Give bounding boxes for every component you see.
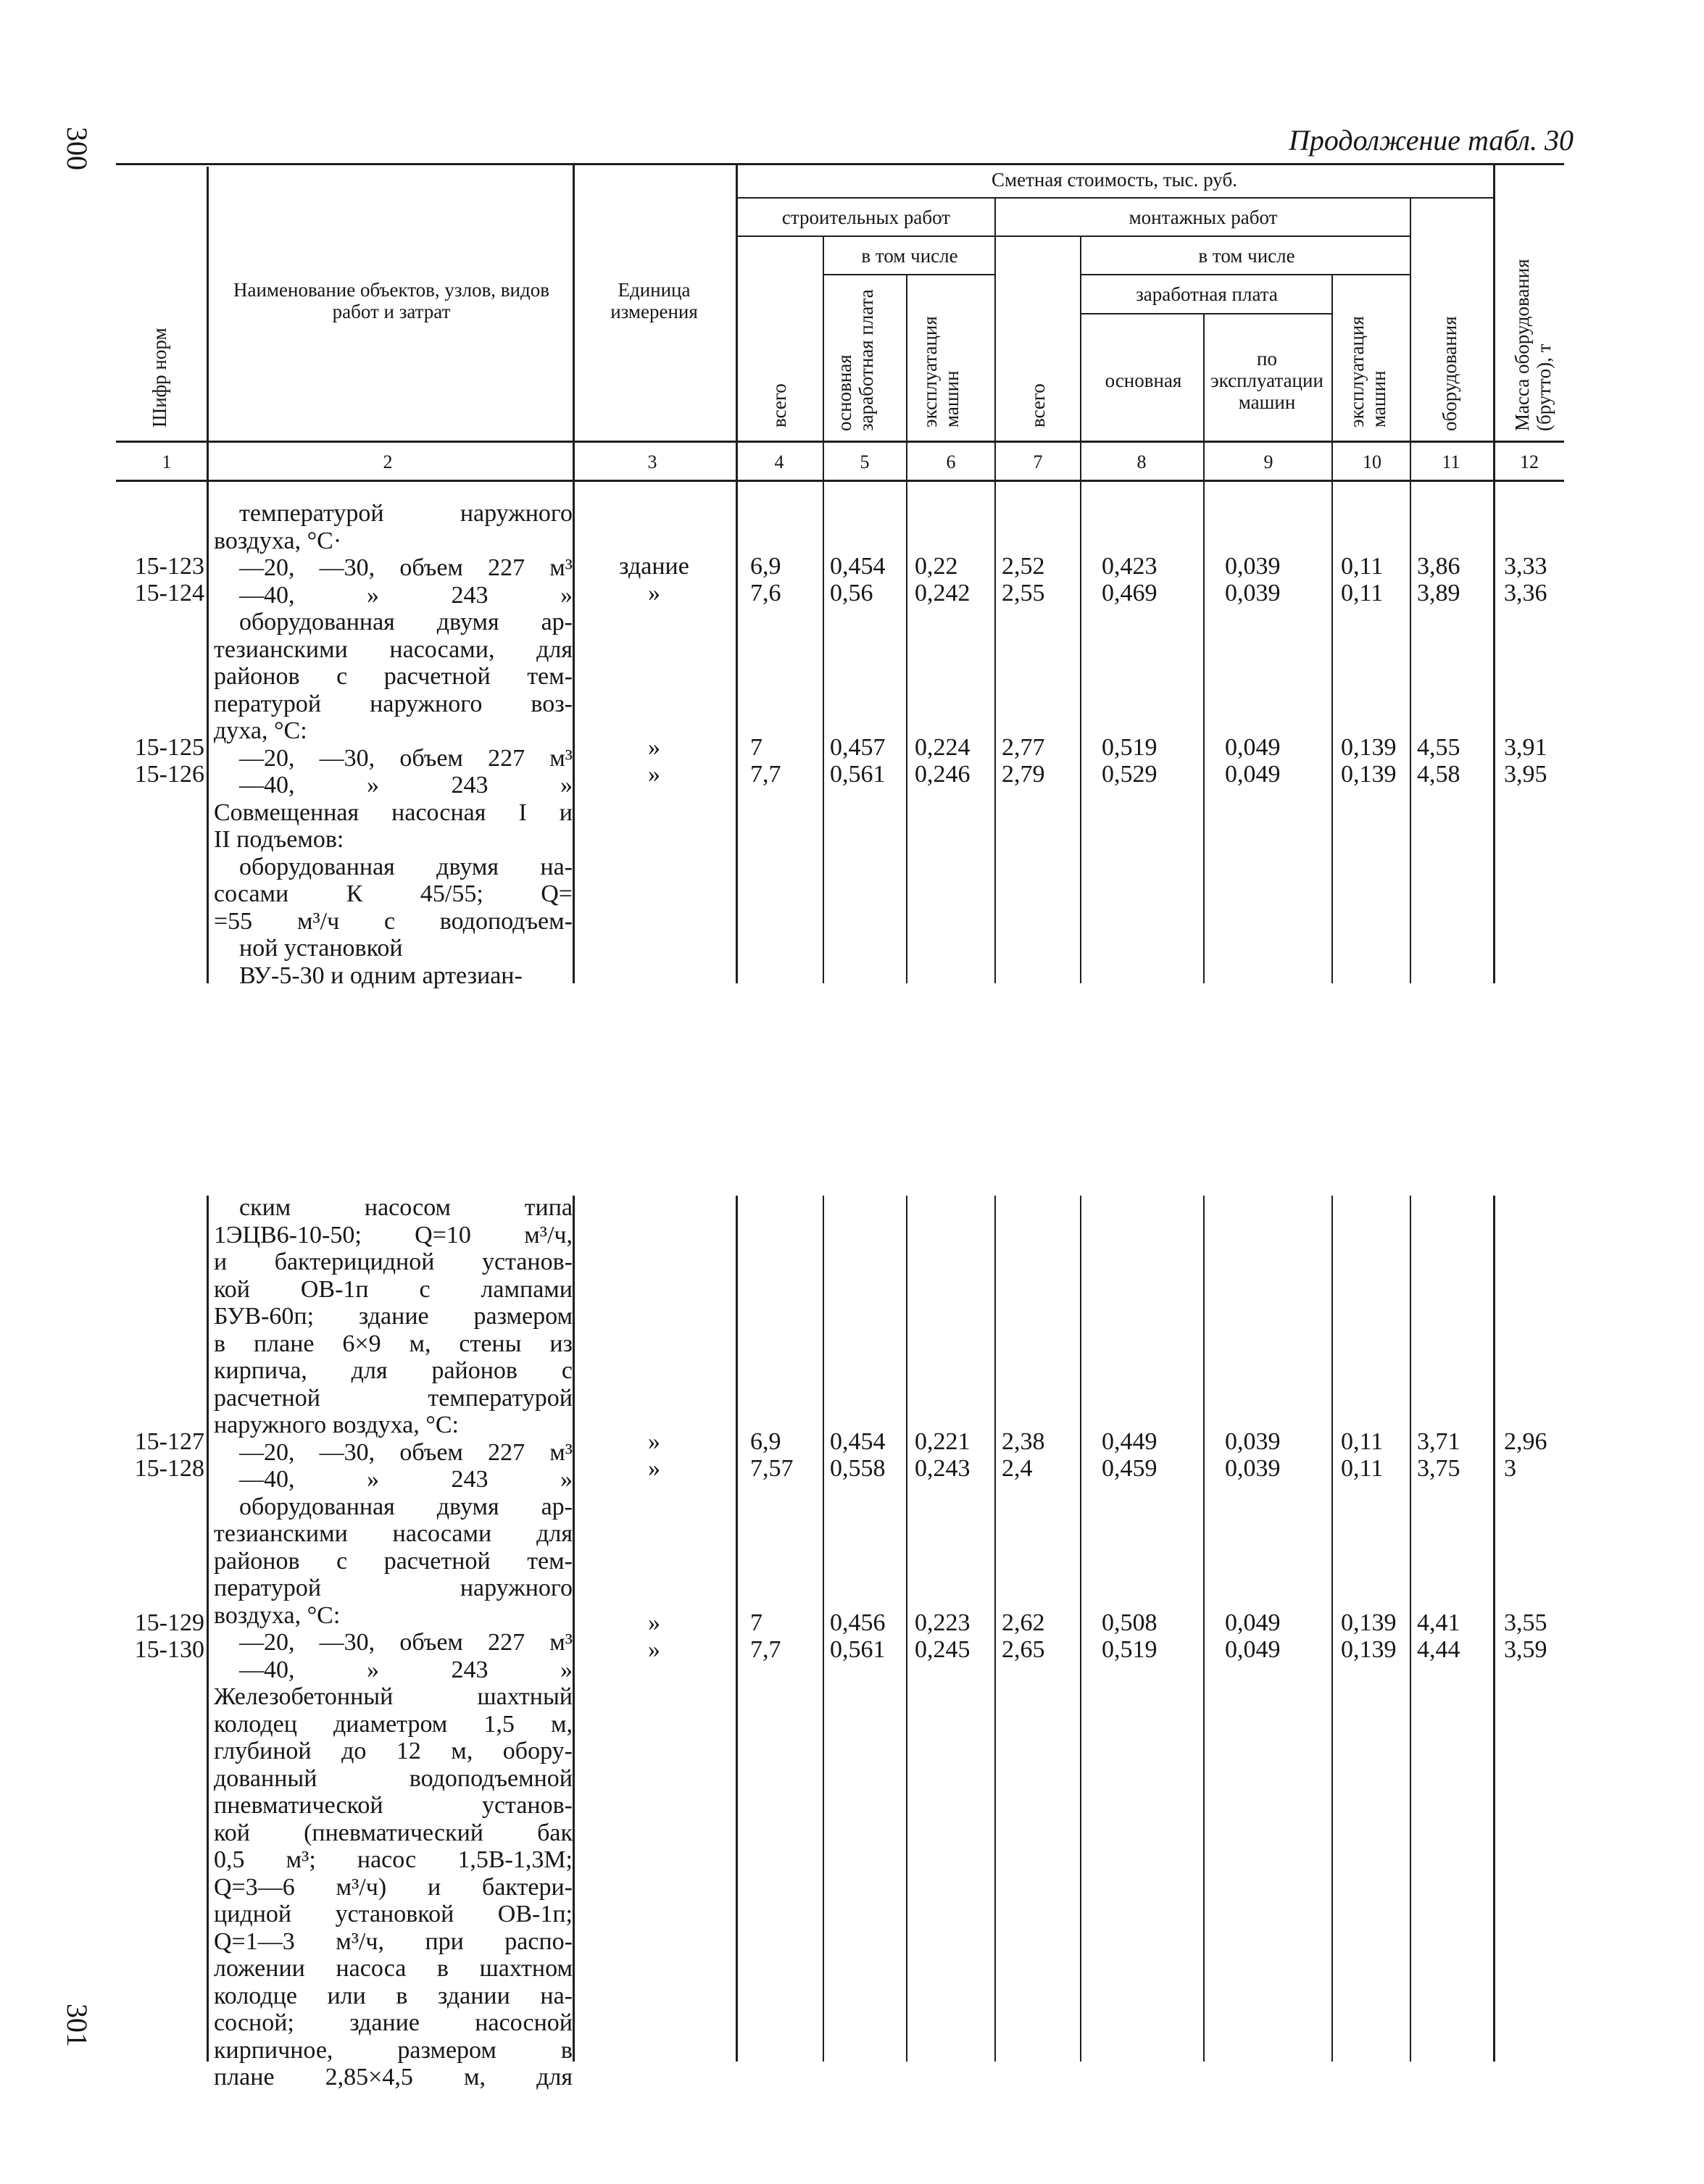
unit-cell: » bbox=[648, 734, 660, 761]
value-cell-c12: 3,91 bbox=[1504, 734, 1547, 761]
value-cell-c12: 3,59 bbox=[1504, 1636, 1547, 1663]
description-line: 1ЭЦВ6-10-50; Q=10 м³/ч, bbox=[214, 1221, 573, 1249]
description-line: БУВ-60п; здание размером bbox=[214, 1303, 573, 1330]
description-line: колодец диаметром 1,5 м, bbox=[214, 1710, 573, 1738]
value-cell-c4: 7,57 bbox=[750, 1455, 794, 1482]
description-line: в плане 6×9 м, стены из bbox=[214, 1330, 573, 1357]
header-including-installation: в том числе bbox=[1198, 245, 1295, 267]
description-line: оборудованная двумя ар- bbox=[239, 1493, 573, 1520]
header-machine-operation: эксплуатация машин bbox=[919, 316, 963, 428]
value-cell-c9: 0,039 bbox=[1225, 1428, 1281, 1455]
description-line: кой ОВ-1п с лампами bbox=[214, 1275, 573, 1303]
description-line: оборудованная двумя на- bbox=[239, 853, 573, 880]
value-cell-c6: 0,245 bbox=[915, 1636, 971, 1663]
value-cell-c9: 0,039 bbox=[1225, 1455, 1281, 1482]
value-cell-c4: 7,7 bbox=[750, 761, 781, 788]
value-cell-c4: 6,9 bbox=[750, 1428, 781, 1455]
value-cell-c5: 0,558 bbox=[830, 1455, 886, 1482]
header-construction: строительных работ bbox=[781, 207, 951, 228]
description-line: —20, —30, объем 227 м³ bbox=[239, 554, 573, 581]
header-basic-wages: основная заработная плата bbox=[834, 289, 877, 431]
value-cell-c8: 0,519 bbox=[1102, 1636, 1158, 1663]
value-cell-c10: 0,11 bbox=[1341, 580, 1384, 607]
value-cell-c10: 0,139 bbox=[1341, 1636, 1397, 1663]
value-cell-c7: 2,52 bbox=[1002, 553, 1045, 580]
description-line: II подъемов: bbox=[214, 826, 344, 853]
value-cell-c9: 0,049 bbox=[1225, 734, 1281, 761]
value-cell-c7: 2,79 bbox=[1002, 761, 1045, 788]
value-cell-c11: 4,55 bbox=[1417, 734, 1460, 761]
block-2-description bbox=[214, 1194, 573, 2091]
header-machine-wages: по эксплуатации машин bbox=[1210, 348, 1323, 413]
value-cell-c11: 3,71 bbox=[1417, 1428, 1460, 1455]
value-cell-c5: 0,56 bbox=[830, 580, 873, 607]
description-line: наружного воздуха, °С: bbox=[214, 1412, 459, 1438]
description-line: кирпича, для районов с bbox=[214, 1357, 573, 1384]
value-cell-c6: 0,22 bbox=[915, 553, 958, 580]
description-line: —20, —30, объем 227 м³ bbox=[239, 1438, 573, 1466]
column-number: 11 bbox=[1442, 451, 1460, 472]
value-cell-c9: 0,049 bbox=[1225, 1636, 1281, 1663]
value-cell-c10: 0,139 bbox=[1341, 1609, 1397, 1636]
value-cell-c9: 0,049 bbox=[1225, 761, 1281, 788]
description-line: Q=3—6 м³/ч) и бактери- bbox=[214, 1873, 573, 1901]
description-line: тезианскими насосами, для bbox=[214, 635, 573, 663]
description-line: и бактерицидной установ- bbox=[214, 1249, 573, 1275]
norm-code: 15-123 bbox=[134, 553, 204, 580]
page-number-top: 300 bbox=[61, 127, 93, 170]
unit-cell: » bbox=[648, 761, 660, 788]
value-cell-c9: 0,049 bbox=[1225, 1609, 1281, 1636]
value-cell-c11: 4,44 bbox=[1417, 1636, 1460, 1663]
header-machine-operation-installation: эксплуатация машин bbox=[1346, 316, 1389, 428]
header-wages-group: заработная плата bbox=[1136, 283, 1278, 305]
value-cell-c6: 0,223 bbox=[915, 1609, 971, 1636]
value-cell-c6: 0,242 bbox=[915, 580, 971, 607]
value-cell-c12: 3,33 bbox=[1504, 553, 1547, 580]
column-number: 2 bbox=[383, 451, 393, 472]
value-cell-c8: 0,529 bbox=[1102, 761, 1158, 788]
description-line: цидной установкой ОВ-1п; bbox=[214, 1901, 573, 1927]
description-line: дованный водоподъемной bbox=[214, 1764, 573, 1792]
column-number: 12 bbox=[1520, 451, 1539, 472]
value-cell-c6: 0,221 bbox=[915, 1428, 971, 1455]
header-total-installation: всего bbox=[1027, 383, 1049, 428]
norm-code: 15-130 bbox=[134, 1636, 204, 1663]
description-line: Q=1—3 м³/ч, при распо- bbox=[214, 1927, 573, 1955]
value-cell-c12: 3 bbox=[1504, 1455, 1516, 1482]
unit-cell: » bbox=[648, 1428, 660, 1455]
value-cell-c5: 0,456 bbox=[830, 1609, 886, 1636]
value-cell-c5: 0,561 bbox=[830, 761, 886, 788]
value-cell-c8: 0,459 bbox=[1102, 1455, 1158, 1482]
description-line: оборудованная двумя ар- bbox=[239, 609, 573, 635]
value-cell-c4: 7 bbox=[750, 734, 762, 761]
value-cell-c7: 2,65 bbox=[1002, 1636, 1045, 1663]
value-cell-c4: 6,9 bbox=[750, 553, 781, 580]
value-cell-c7: 2,38 bbox=[1002, 1428, 1045, 1455]
value-cell-c7: 2,55 bbox=[1002, 580, 1045, 607]
column-number: 7 bbox=[1033, 451, 1043, 472]
value-cell-c5: 0,454 bbox=[830, 1428, 886, 1455]
value-cell-c10: 0,11 bbox=[1341, 553, 1384, 580]
description-line: колодце или в здании на- bbox=[214, 1982, 573, 2009]
description-line: пературой наружного воз- bbox=[214, 690, 573, 717]
value-cell-c12: 3,95 bbox=[1504, 761, 1547, 788]
column-number: 6 bbox=[946, 451, 956, 472]
description-line: духа, °С: bbox=[214, 717, 307, 744]
value-cell-c8: 0,508 bbox=[1102, 1609, 1158, 1636]
value-cell-c6: 0,246 bbox=[915, 761, 971, 788]
header-equipment-mass: Масса оборудования (брутто), т bbox=[1511, 259, 1555, 431]
header-total-construction: всего bbox=[768, 383, 790, 428]
description-line: 0,5 м³; насос 1,5В-1,3М; bbox=[214, 1846, 573, 1873]
header-basic: основная bbox=[1105, 370, 1182, 391]
value-cell-c11: 4,58 bbox=[1417, 761, 1460, 788]
column-number: 10 bbox=[1363, 451, 1381, 472]
description-line: ВУ-5-30 и одним артезиан- bbox=[239, 962, 523, 989]
value-cell-c7: 2,62 bbox=[1002, 1609, 1045, 1636]
description-line: =55 м³/ч с водоподъем- bbox=[214, 907, 573, 935]
description-line: —40, » 243 » bbox=[239, 1466, 573, 1493]
unit-cell: здание bbox=[619, 553, 689, 580]
value-cell-c7: 2,4 bbox=[1002, 1455, 1033, 1482]
value-cell-c11: 4,41 bbox=[1417, 1609, 1460, 1636]
column-number: 4 bbox=[774, 451, 784, 472]
description-line: —40, » 243 » bbox=[239, 1656, 573, 1683]
description-line: пневматической установ- bbox=[214, 1792, 573, 1819]
value-cell-c10: 0,11 bbox=[1341, 1455, 1384, 1482]
continuation-title: Продолжение табл. 30 bbox=[1288, 124, 1574, 157]
value-cell-c10: 0,11 bbox=[1341, 1428, 1384, 1455]
column-number: 9 bbox=[1263, 451, 1273, 472]
norm-code: 15-124 bbox=[134, 580, 204, 607]
description-line: Железобетонный шахтный bbox=[214, 1683, 573, 1710]
description-line: ским насосом типа bbox=[239, 1194, 573, 1221]
value-cell-c8: 0,519 bbox=[1102, 734, 1158, 761]
value-cell-c10: 0,139 bbox=[1341, 761, 1397, 788]
description-line: —20, —30, объем 227 м³ bbox=[239, 744, 573, 772]
value-cell-c9: 0,039 bbox=[1225, 553, 1281, 580]
value-cell-c5: 0,457 bbox=[830, 734, 886, 761]
value-cell-c11: 3,89 bbox=[1417, 580, 1460, 607]
description-line: тезианскими насосами для bbox=[214, 1520, 573, 1547]
header-code: Шифр норм bbox=[149, 328, 170, 428]
description-line: глубиной до 12 м, обору- bbox=[214, 1738, 573, 1764]
value-cell-c6: 0,224 bbox=[915, 734, 971, 761]
unit-cell: » bbox=[648, 1455, 660, 1482]
value-cell-c8: 0,449 bbox=[1102, 1428, 1158, 1455]
value-cell-c6: 0,243 bbox=[915, 1455, 971, 1482]
description-line: кирпичное, размером в bbox=[214, 2036, 573, 2064]
norm-code: 15-128 bbox=[134, 1455, 204, 1482]
description-line: пературой наружного bbox=[214, 1575, 573, 1601]
column-number: 1 bbox=[162, 451, 172, 472]
description-line: —40, » 243 » bbox=[239, 581, 573, 609]
column-number: 3 bbox=[647, 451, 657, 472]
value-cell-c7: 2,77 bbox=[1002, 734, 1045, 761]
description-line: —20, —30, объем 227 м³ bbox=[239, 1629, 573, 1656]
column-number: 8 bbox=[1136, 451, 1147, 472]
description-line: воздуха, °С: bbox=[214, 1601, 341, 1629]
description-line: кой (пневматический бак bbox=[214, 1819, 573, 1846]
value-cell-c8: 0,423 bbox=[1102, 553, 1158, 580]
description-line: расчетной температурой bbox=[214, 1384, 573, 1412]
header-unit: Единица измерения bbox=[610, 279, 698, 322]
description-line: сосами К 45/55; Q= bbox=[214, 880, 573, 907]
header-equipment: оборудования bbox=[1439, 316, 1460, 431]
description-line: Совмещенная насосная I и bbox=[214, 799, 573, 826]
column-number: 5 bbox=[860, 451, 870, 472]
value-cell-c4: 7 bbox=[750, 1609, 762, 1636]
description-line: ложении насоса в шахтном bbox=[214, 1955, 573, 1982]
description-line: районов с расчетной тем- bbox=[214, 1547, 573, 1575]
header-installation: монтажных работ bbox=[1129, 207, 1278, 228]
value-cell-c11: 3,86 bbox=[1417, 553, 1460, 580]
value-cell-c12: 3,55 bbox=[1504, 1609, 1547, 1636]
norm-code: 15-129 bbox=[134, 1609, 204, 1636]
header-including-construction: в том числе bbox=[861, 245, 958, 267]
norm-code: 15-126 bbox=[134, 761, 204, 788]
description-line: воздуха, °С· bbox=[214, 527, 342, 554]
description-line: температурой наружного bbox=[239, 500, 573, 527]
norm-code: 15-127 bbox=[134, 1428, 204, 1455]
value-cell-c12: 3,36 bbox=[1504, 580, 1547, 607]
description-line: районов с расчетной тем- bbox=[214, 663, 573, 690]
norm-code: 15-125 bbox=[134, 734, 204, 761]
value-cell-c5: 0,561 bbox=[830, 1636, 886, 1663]
value-cell-c5: 0,454 bbox=[830, 553, 886, 580]
block-1-description bbox=[214, 500, 573, 989]
header-name: Наименование объектов, узлов, видов работ и затрат bbox=[233, 279, 549, 322]
description-line: —40, » 243 » bbox=[239, 772, 573, 799]
value-cell-c10: 0,139 bbox=[1341, 734, 1397, 761]
value-cell-c4: 7,6 bbox=[750, 580, 781, 607]
page-number-bottom: 301 bbox=[61, 2004, 93, 2047]
description-line: сосной; здание насосной bbox=[214, 2009, 573, 2036]
header-cost-group: Сметная стоимость, тыс. руб. bbox=[992, 169, 1237, 191]
description-line: ной установкой bbox=[239, 935, 403, 962]
value-cell-c9: 0,039 bbox=[1225, 580, 1281, 607]
unit-cell: » bbox=[648, 1609, 660, 1636]
value-cell-c12: 2,96 bbox=[1504, 1428, 1547, 1455]
value-cell-c4: 7,7 bbox=[750, 1636, 781, 1663]
value-cell-c11: 3,75 bbox=[1417, 1455, 1460, 1482]
value-cell-c8: 0,469 bbox=[1102, 580, 1158, 607]
unit-cell: » bbox=[648, 1636, 660, 1663]
unit-cell: » bbox=[648, 580, 660, 607]
description-line: плане 2,85×4,5 м, для bbox=[214, 2064, 573, 2091]
